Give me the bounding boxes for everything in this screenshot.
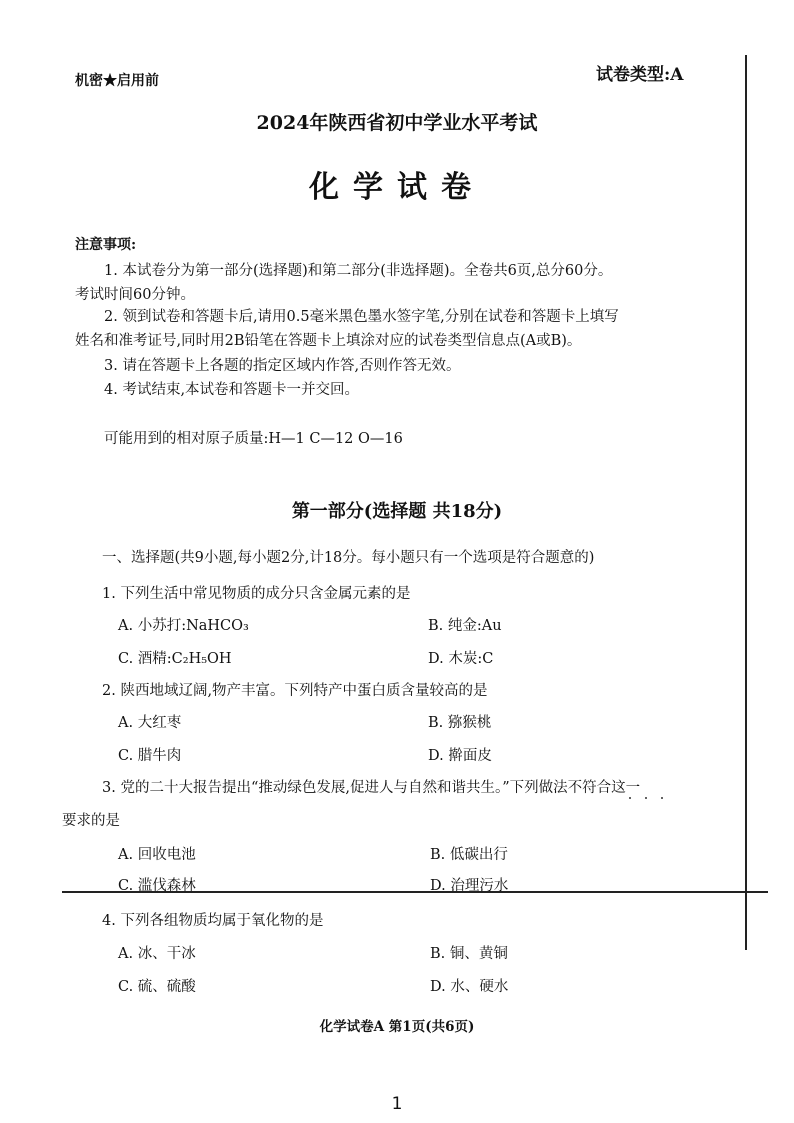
notice-item: 考试时间60分钟。 xyxy=(75,287,195,303)
notice-item: 4. 考试结束,本试卷和答题卡一并交回。 xyxy=(104,382,360,398)
paper-type-label: 试卷类型:A xyxy=(596,65,684,85)
emphasis-dot xyxy=(645,797,647,799)
option: A. 大红枣 xyxy=(118,715,182,731)
page-footer: 化学试卷A 第1页(共6页) xyxy=(319,1019,475,1035)
option: A. 冰、干冰 xyxy=(118,946,196,962)
option: B. 铜、黄铜 xyxy=(430,946,508,962)
option: C. 酒精:C₂H₅OH xyxy=(118,651,232,667)
option: D. 治理污水 xyxy=(430,878,509,894)
notice-title: 注意事项: xyxy=(75,237,137,253)
option: D. 木炭:C xyxy=(428,651,494,667)
option: A. 小苏打:NaHCO₃ xyxy=(118,618,249,634)
option: B. 低碳出行 xyxy=(430,847,508,863)
part-one-title: 第一部分(选择题 共18分) xyxy=(291,501,503,522)
option: D. 水、硬水 xyxy=(430,979,509,995)
confidential-label: 机密★启用前 xyxy=(75,73,159,89)
option: B. 纯金:Au xyxy=(428,618,502,634)
section-instruction: 一、选择题(共9小题,每小题2分,计18分。每小题只有一个选项是符合题意的) xyxy=(102,550,595,566)
question-stem: 4. 下列各组物质均属于氧化物的是 xyxy=(102,913,324,929)
question-stem: 3. 党的二十大报告提出“推动绿色发展,促进人与自然和谐共生。”下列做法不符合这一 xyxy=(102,780,641,796)
page-number: 1 xyxy=(391,1094,403,1114)
notice-item: 2. 领到试卷和答题卡后,请用0.5毫米黑色墨水签字笔,分别在试卷和答题卡上填写 xyxy=(104,309,619,325)
question-stem: 1. 下列生活中常见物质的成分只含金属元素的是 xyxy=(102,586,411,602)
option: B. 猕猴桃 xyxy=(428,715,492,731)
notice-item: 1. 本试卷分为第一部分(选择题)和第二部分(非选择题)。全卷共6页,总分60分。 xyxy=(104,263,613,279)
question-stem: 2. 陕西地域辽阔,物产丰富。下列特产中蛋白质含量较高的是 xyxy=(102,683,488,699)
option: C. 腊牛肉 xyxy=(118,748,182,764)
emphasis-dot xyxy=(629,797,631,799)
option: D. 擀面皮 xyxy=(428,748,492,764)
notice-item: 3. 请在答题卡上各题的指定区域内作答,否则作答无效。 xyxy=(104,358,461,374)
question-stem-continued: 要求的是 xyxy=(62,813,120,829)
option: A. 回收电池 xyxy=(118,847,196,863)
option: C. 硫、硫酸 xyxy=(118,979,196,995)
subject-title: 化学试卷 xyxy=(309,170,485,205)
option: C. 滥伐森林 xyxy=(118,878,196,894)
atomic-mass-line: 可能用到的相对原子质量:H—1 C—12 O—16 xyxy=(104,431,403,447)
emphasis-dot xyxy=(661,797,663,799)
notice-item: 姓名和准考证号,同时用2B铅笔在答题卡上填涂对应的试卷类型信息点(A或B)。 xyxy=(75,333,582,349)
exam-title: 2024年陕西省初中学业水平考试 xyxy=(256,112,538,134)
